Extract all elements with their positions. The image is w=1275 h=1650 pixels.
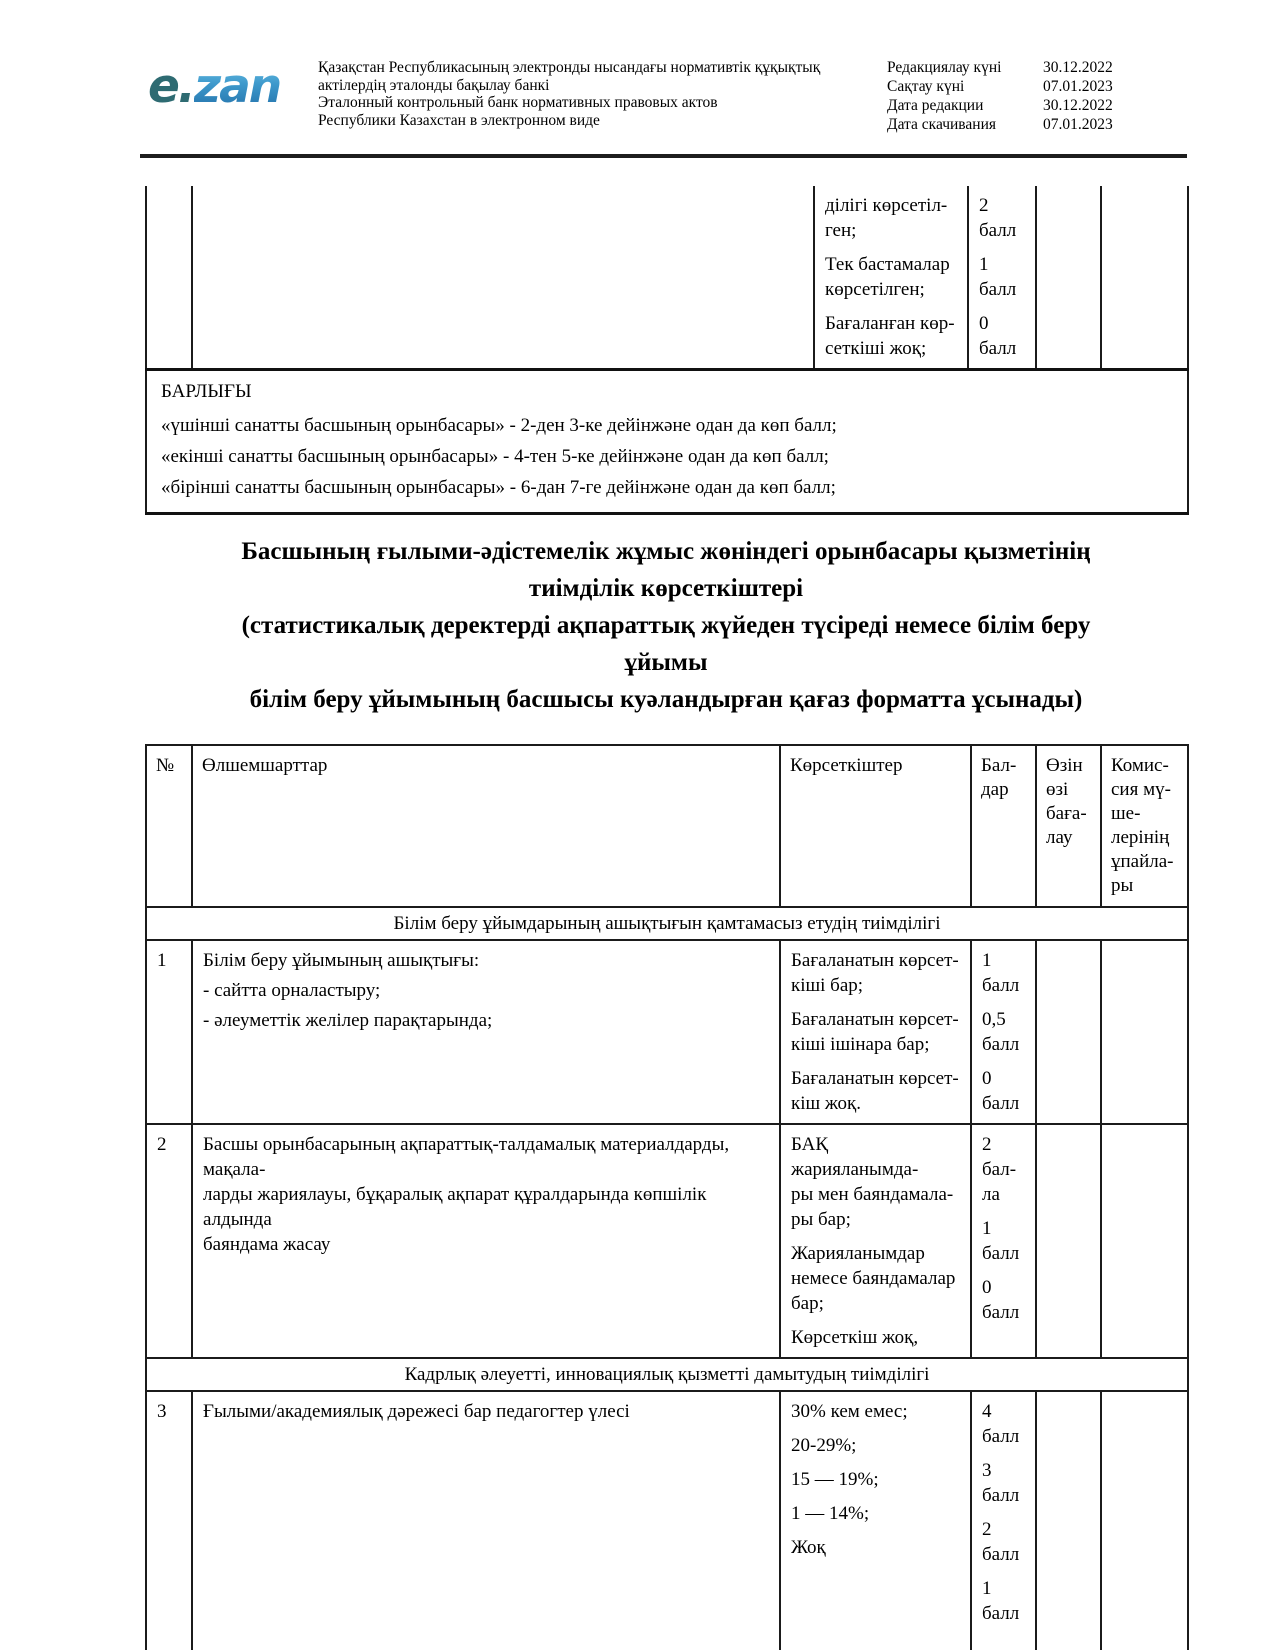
document-dates — [887, 56, 1117, 134]
text-line: Ғылыми/академиялық дәрежесі бар педагогтер үлесі — [203, 1401, 630, 1422]
text-line: ше- — [1111, 803, 1141, 824]
text-line: 2 — [982, 1134, 992, 1155]
header-self-eval — [1036, 745, 1101, 907]
text-line — [982, 1576, 1025, 1626]
text-line: «бірінші санатты басшының орынбасары» - 6-дан 7-ге дейінжәне одан да көп балл; — [161, 477, 836, 498]
row-number-cell: 2 — [146, 1124, 192, 1358]
commission-cell — [1101, 1124, 1188, 1358]
header-commission — [1101, 745, 1188, 907]
text-line: өзі — [1046, 779, 1069, 800]
text-line — [982, 948, 1025, 998]
text-line: Қазақстан Республикасының электронды нысандағы нормативтік құқықтық — [318, 59, 821, 76]
text-line: кіші ішінара бар; — [791, 1034, 930, 1055]
text-line: Жоқ — [791, 1537, 826, 1558]
text-line: кіші бар; — [791, 975, 864, 996]
text-line: ла — [982, 1184, 1000, 1205]
text-line: Жарияланымдар — [791, 1243, 925, 1264]
text-line: ұйымы — [624, 649, 708, 676]
text-line: «екінші санатты басшының орынбасары» - 4-тен 5-ке дейінжәне одан да көп балл; — [161, 446, 829, 467]
text-line: балл — [982, 1302, 1020, 1323]
text-line: көрсетілген; — [825, 279, 925, 300]
text-line: Басшының ғылыми-әдістемелік жұмыс жөніндегі орынбасары қызметінің — [241, 538, 1091, 565]
text-line — [825, 311, 957, 361]
text-line: 20-29%; — [791, 1435, 857, 1456]
text-line: кіш жоқ. — [791, 1093, 862, 1114]
text-line: бал- — [982, 1159, 1017, 1180]
table-row — [146, 940, 1188, 1124]
text-line: Бағаланатын көрсет- — [791, 950, 959, 971]
text-line: бар; — [791, 1293, 824, 1314]
text-line — [982, 1517, 1025, 1567]
criteria-cell — [192, 1124, 780, 1358]
logo-suffix: zan — [193, 59, 281, 114]
summary-row — [146, 370, 1188, 514]
text-line — [791, 1467, 960, 1492]
text-line — [791, 1132, 960, 1232]
text-line — [791, 1501, 960, 1526]
section-header-row — [146, 907, 1188, 940]
text-line: 3 — [982, 1460, 992, 1481]
text-line — [203, 1132, 769, 1257]
header-points — [971, 745, 1036, 907]
text-line: Білім беру ұйымының ашықтығы: — [203, 950, 480, 971]
meta-value: 30.12.2022 — [1043, 97, 1113, 114]
text-line: 1 — [982, 1578, 992, 1599]
text-line: ұпайла- — [1111, 851, 1174, 872]
header-divider — [140, 154, 1187, 158]
text-line: 0 — [982, 1068, 992, 1089]
text-line: балл — [979, 220, 1017, 241]
text-line — [982, 1216, 1025, 1266]
text-line: балл — [979, 338, 1017, 359]
text-line — [979, 193, 1025, 243]
row-number-cell — [146, 186, 192, 370]
text-line: балл — [982, 1243, 1020, 1264]
text-line — [791, 948, 960, 998]
logo-prefix: e. — [148, 59, 194, 114]
text-line — [791, 1535, 960, 1560]
text-line: № — [156, 755, 175, 776]
text-line: сия мү- — [1111, 779, 1171, 800]
table-header — [146, 745, 1188, 907]
text-line: Эталонный контрольный банк нормативных правовых актов — [318, 94, 718, 111]
text-line — [203, 978, 769, 1003]
text-line: 4 — [982, 1401, 992, 1422]
indicators-cell — [780, 1391, 971, 1650]
text-line: Тек бастамалар — [825, 254, 950, 275]
meta-row — [887, 58, 1117, 77]
row-number-cell: 3 — [146, 1391, 192, 1650]
text-line: 0 — [979, 313, 989, 334]
text-line: ры бар; — [791, 1209, 851, 1230]
header-num — [146, 745, 192, 907]
summary-lines — [161, 413, 1173, 500]
text-line: балл — [982, 1093, 1020, 1114]
section-header-row — [146, 1358, 1188, 1391]
text-line: Бағаланатын көрсет- — [791, 1068, 959, 1089]
text-line: ры мен баяндамала- — [791, 1184, 954, 1205]
text-line — [791, 1066, 960, 1116]
summary-title: БАРЛЫҒЫ — [161, 381, 252, 402]
criteria-cell — [192, 186, 814, 370]
points-cell — [971, 940, 1036, 1124]
text-line: Комис- — [1111, 755, 1169, 776]
section-label: Білім беру ұйымдарының ашықтығын қамтамасыз етудің тиімділігі — [146, 907, 1188, 940]
text-line: Көрсеткіштер — [790, 755, 903, 776]
section-1-rows — [146, 940, 1188, 1358]
indicators-cell — [814, 186, 968, 370]
text-line: немесе баяндамалар — [791, 1268, 956, 1289]
table-row — [146, 1391, 1188, 1650]
text-line — [203, 1399, 769, 1424]
criteria-cell — [192, 940, 780, 1124]
page-header — [0, 0, 1275, 134]
header-row — [146, 745, 1188, 907]
meta-row — [887, 96, 1117, 115]
points-cell — [968, 186, 1036, 370]
text-line: 1 — 14%; — [791, 1503, 870, 1524]
meta-row — [887, 77, 1117, 96]
text-line: Өзін — [1046, 755, 1083, 776]
meta-value: 07.01.2023 — [1043, 78, 1113, 95]
text-line — [791, 1399, 960, 1424]
text-line: Өлшемшарттар — [202, 755, 328, 776]
commission-cell — [1101, 940, 1188, 1124]
text-line — [791, 1325, 960, 1350]
text-line: - әлеуметтік желілер парақтарында; — [203, 1010, 493, 1031]
text-line: балл — [982, 1485, 1020, 1506]
text-line — [982, 1066, 1025, 1116]
points-cell — [971, 1391, 1036, 1650]
self-eval-cell — [1036, 186, 1101, 370]
text-line: Республики Казахстан в электронном виде — [318, 111, 600, 129]
text-line: (статистикалық деректерді ақпараттық жүйеден түсіреді немесе білім беру — [241, 612, 1091, 639]
indicators-cell — [780, 1124, 971, 1358]
meta-row — [887, 115, 1117, 134]
text-line — [982, 1458, 1025, 1508]
text-line: дар — [981, 779, 1009, 800]
text-line: баға- — [1046, 803, 1087, 824]
text-line: ген; — [825, 220, 857, 241]
text-line: балл — [982, 975, 1020, 996]
text-line: балл — [979, 279, 1017, 300]
summary-cell — [146, 370, 1188, 514]
indicators-cell — [780, 940, 971, 1124]
text-line: 0,5 — [982, 1009, 1006, 1030]
text-line: лау — [1046, 827, 1073, 848]
text-line: «үшінші санатты басшының орынбасары» - 2-ден 3-ке дейінжәне одан да көп балл; — [161, 415, 837, 436]
text-line: 2 — [982, 1519, 992, 1540]
text-line: лерінің — [1111, 827, 1170, 848]
text-line — [982, 1132, 1025, 1207]
text-line — [791, 1007, 960, 1057]
text-line: балл — [982, 1603, 1020, 1624]
table-row — [146, 1124, 1188, 1358]
self-eval-cell — [1036, 1391, 1101, 1650]
text-line: ларды жариялауы, бұқаралық ақпарат құралдарында көпшілік алдында — [203, 1184, 707, 1230]
text-line: - сайтта орналастыру; — [203, 980, 381, 1001]
text-line: тиімділік көрсеткіштері — [528, 575, 804, 602]
text-line: білім беру ұйымының басшысы куәландырған қағаз форматта ұсынады) — [249, 686, 1083, 713]
text-line: баяндама жасау — [203, 1234, 331, 1255]
section-label: Кадрлық әлеуетті, инновациялық қызметті дамытудың тиімділігі — [146, 1358, 1188, 1391]
text-line: 15 — 19%; — [791, 1469, 879, 1490]
text-line — [982, 1399, 1025, 1449]
text-line — [791, 1241, 960, 1316]
text-line: Бағаланған көр- — [825, 313, 955, 334]
criteria-cell — [192, 1391, 780, 1650]
text-line: актілердің эталонды бақылау банкі — [318, 76, 550, 94]
meta-label: Дата скачивания — [887, 116, 997, 133]
points-cell — [971, 1124, 1036, 1358]
self-eval-cell — [1036, 940, 1101, 1124]
text-line: Басшы орынбасарының ақпараттық-талдамалық материалдарды, мақала- — [203, 1134, 730, 1180]
text-line — [203, 948, 769, 973]
self-eval-cell — [1036, 1124, 1101, 1358]
text-line: 1 — [979, 254, 989, 275]
text-line: ры — [1111, 875, 1134, 896]
text-line: Бағаланатын көрсет- — [791, 1009, 959, 1030]
page-content — [145, 186, 1187, 1650]
meta-label: Сақтау күні — [887, 78, 965, 95]
text-line: 0 — [982, 1277, 992, 1298]
row-number-cell: 1 — [146, 940, 192, 1124]
text-line: балл — [982, 1426, 1020, 1447]
header-indicators — [780, 745, 971, 907]
text-line: балл — [982, 1544, 1020, 1565]
text-line: 1 — [982, 1218, 992, 1239]
text-line: сеткіші жоқ; — [825, 338, 927, 359]
text-line: 1 — [982, 950, 992, 971]
document-title — [145, 533, 1187, 718]
continued-scoring-table — [145, 186, 1189, 515]
text-line: Бал- — [981, 755, 1017, 776]
meta-label: Редакциялау күні — [887, 59, 1002, 76]
text-line: БАҚ жарияланымда- — [791, 1134, 919, 1180]
bank-description — [318, 56, 880, 129]
text-line — [825, 252, 957, 302]
commission-cell — [1101, 1391, 1188, 1650]
table-row — [146, 186, 1188, 370]
text-line — [979, 311, 1025, 361]
text-line: 30% кем емес; — [791, 1401, 908, 1422]
text-line — [982, 1007, 1025, 1057]
text-line: ділігі көрсетіл- — [825, 195, 948, 216]
main-scoring-table — [145, 744, 1189, 1650]
text-line — [791, 1433, 960, 1458]
meta-label: Дата редакции — [887, 97, 984, 114]
text-line: балл — [982, 1034, 1020, 1055]
meta-value: 30.12.2022 — [1043, 59, 1113, 76]
text-line: 2 — [979, 195, 989, 216]
text-line — [982, 1275, 1025, 1325]
section-2-rows — [146, 1391, 1188, 1650]
meta-value: 07.01.2023 — [1043, 116, 1113, 133]
ezan-logo — [148, 59, 318, 114]
commission-cell — [1101, 186, 1188, 370]
text-line: Көрсеткіш жоқ, — [791, 1327, 919, 1348]
text-line — [979, 252, 1025, 302]
header-criteria — [192, 745, 780, 907]
text-line — [825, 193, 957, 243]
text-line — [203, 1008, 769, 1033]
